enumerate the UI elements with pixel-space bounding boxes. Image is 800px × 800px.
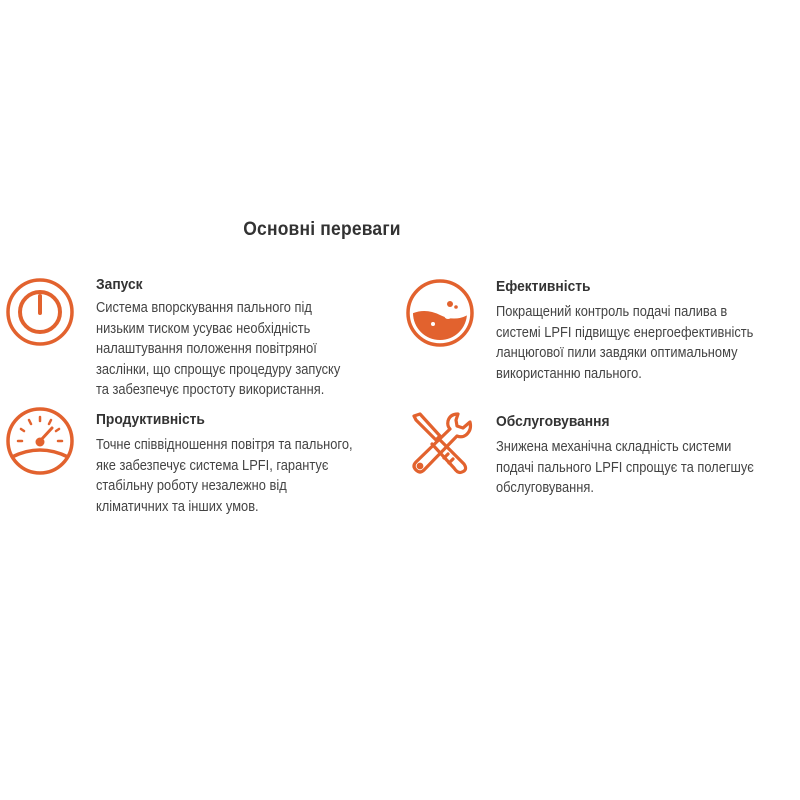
feature-description: Знижена механічна складність системи подачі пального LPFI спрощує та полегшує обслуговування.: [496, 439, 754, 496]
feature-title: Ефективність: [496, 278, 591, 295]
feature-description: Система впорскування пального під низьким тиском усуває необхідність налаштування положення повітряної заслінки, що спрощує процедуру запуску та забезпечує простоту використання.: [96, 300, 341, 398]
flask-icon: [404, 277, 476, 349]
feature-title: Продуктивність: [96, 411, 205, 428]
feature-description: Точне співвідношення повітря та пального, яке забезпечує система LPFI, гарантує стабільну роботу незалежно від кліматичних та інших умов.: [96, 437, 353, 515]
gauge-icon: [4, 405, 76, 477]
feature-description: Покращений контроль подачі палива в системі LPFI підвищує енергоефективність ланцюгової пили завдяки оптимальному використанню пального.: [496, 304, 754, 382]
power-icon: [4, 276, 76, 348]
tools-icon: [404, 408, 476, 480]
section-title: Основні переваги: [243, 219, 401, 240]
feature-title: Запуск: [96, 276, 143, 293]
feature-title: Обслуговування: [496, 413, 610, 430]
